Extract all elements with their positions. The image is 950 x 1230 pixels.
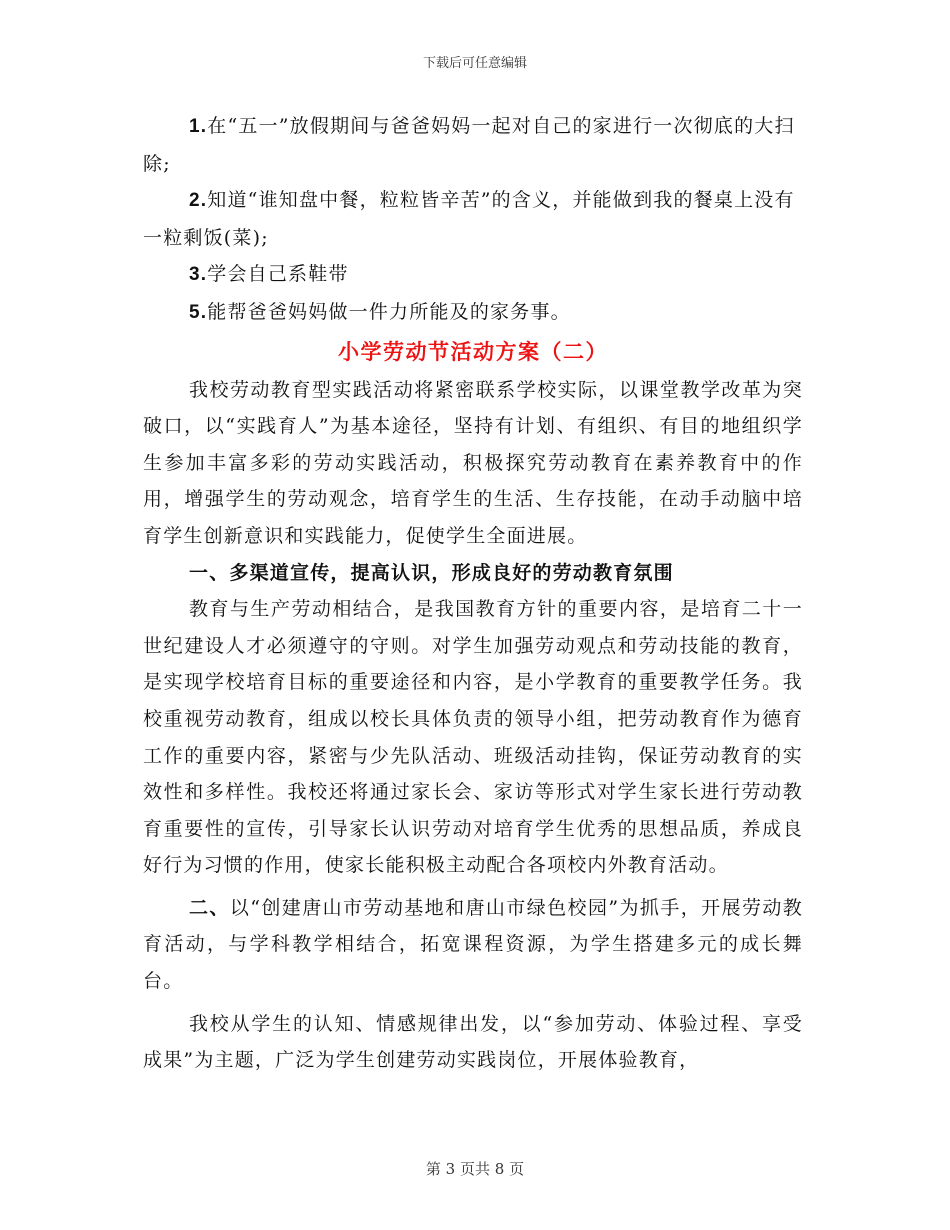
intro-paragraph: 我校劳动教育型实践活动将紧密联系学校实际，以课堂教学改革为突破口，以“实践育人”为基本途径，坚持有计划、有组织、有目的地组织学生参加丰富多彩的劳动实践活动，积极探究劳动教育在素养教育中的作用，增强学生的劳动观念，培育学生的生活、生存技能，在动手动脑中培育学生创新意识和实践能力，促使学生全面进展。 — [143, 378, 803, 547]
list-item-text: 在“五一”放假期间与爸爸妈妈一起对自己的家进行一次彻底的大扫除; — [143, 115, 795, 175]
document-title: 小学劳动节活动方案（二） — [338, 338, 608, 364]
page-footer: 第 3 页共 8 页 — [425, 1160, 525, 1178]
list-item-number: 5. — [189, 301, 208, 323]
section-2-heading — [143, 890, 803, 1000]
list-item-text: 能帮爸爸妈妈做一件力所能及的家务事。 — [207, 300, 571, 323]
list-item — [143, 294, 803, 332]
list-item — [143, 182, 803, 256]
list-item-number: 1. — [189, 116, 208, 137]
list-item-number: 3. — [189, 264, 208, 286]
list-item-text: 知道“谁知盘中餐，粒粒皆辛苦”的含义，并能做到我的餐桌上没有一粒剩饭(菜); — [143, 189, 795, 249]
section-2-body: 我校从学生的认知、情感规律出发，以“参加劳动、体验过程、享受成果”为主题，广泛为学生创建劳动实践岗位，开展体验教育， — [143, 1012, 803, 1072]
list-item — [143, 108, 803, 182]
section-1-heading: 一、多渠道宣传，提高认识，形成良好的劳动教育氛围 — [189, 561, 674, 584]
page-header: 下载后可任意编辑 — [422, 56, 527, 71]
section-1-body: 教育与生产劳动相结合，是我国教育方针的重要内容，是培育二十一世纪建设人才必须遵守的守则。对学生加强劳动观点和劳动技能的教育，是实现学校培育目标的重要途径和内容，是小学教育的重要教学任务。我校重视劳动教育，组成以校长具体负责的领导小组，把劳动教育作为德育工作的重要内容，紧密与少先队活动、班级活动挂钩，保证劳动教育的实效性和多样性。我校还将通过家长会、家访等形式对学生家长进行劳动教育重要性的宣传，引导家长认识劳动对培育学生优秀的思想品质，养成良好行为习惯的作用，使家长能积极主动配合各项校内外教育活动。 — [143, 598, 803, 877]
section-2-heading-text: 以“创建唐山市劳动基地和唐山市绿色校园”为抓手，开展劳动教育活动，与学科教学相结合，拓宽课程资源，为学生搭建多元的成长舞台。 — [143, 896, 803, 993]
list-item — [143, 256, 803, 294]
section-2-heading-prefix: 二、 — [189, 896, 230, 919]
list-item-number: 2. — [189, 190, 208, 212]
page-content — [143, 108, 803, 1079]
list-item-text: 学会自己系鞋带 — [207, 263, 349, 286]
